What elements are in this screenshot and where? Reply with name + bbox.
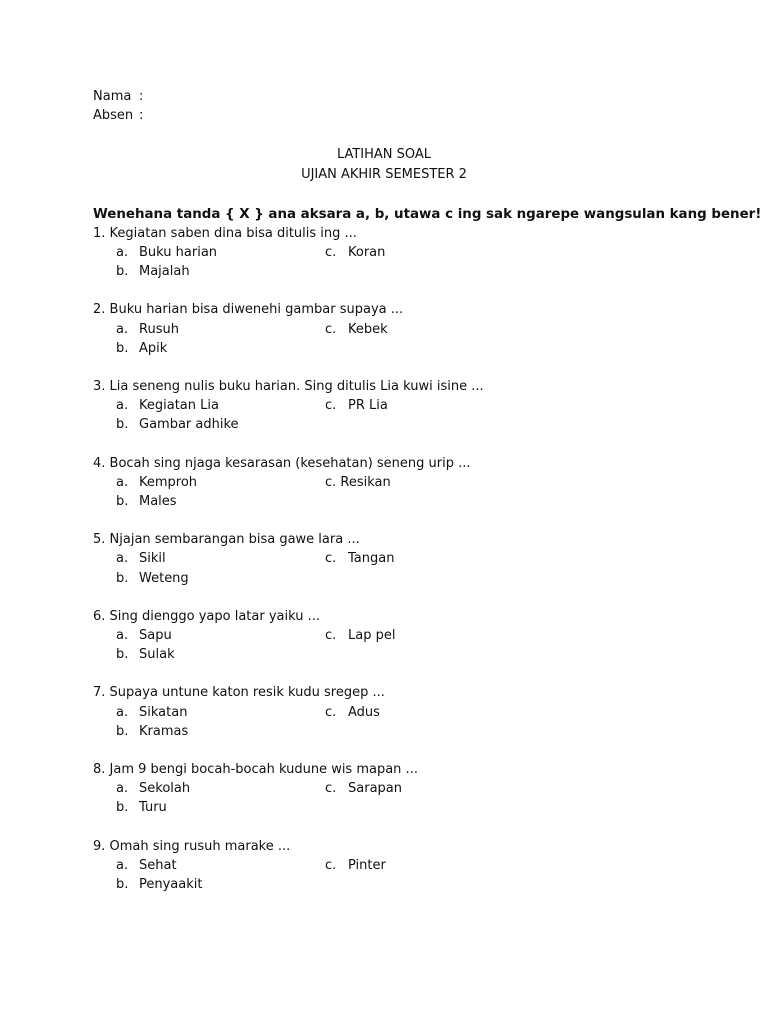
option-c-text: Tangan	[348, 551, 395, 567]
question-item	[93, 377, 693, 435]
question-item	[93, 224, 693, 282]
option-c-letter: c.	[325, 704, 337, 720]
option-c	[325, 856, 386, 875]
option-b-text: Turu	[139, 800, 167, 816]
option-b-letter: b.	[116, 264, 129, 280]
option-c-letter: c.	[325, 245, 337, 261]
nama-field	[93, 87, 693, 106]
option-a-text: Sikatan	[139, 704, 188, 720]
option-c	[325, 549, 394, 568]
question-list	[93, 224, 693, 894]
nama-separator: :	[139, 89, 144, 104]
question-item	[93, 683, 693, 741]
title-line-2: UJIAN AKHIR SEMESTER 2	[301, 166, 467, 182]
instruction-text: Wenehana tanda { X } ana aksara a, b, utawa c ing sak ngarepe wangsulan kang bener!	[93, 206, 762, 222]
question-text: 1. Kegiatan saben dina bisa ditulis ing ...	[93, 225, 357, 241]
option-b-text: Gambar adhike	[139, 417, 239, 433]
question-spacer	[93, 511, 693, 530]
option-b	[116, 415, 325, 434]
option-row-ac	[93, 320, 693, 339]
option-row-ac	[93, 243, 693, 262]
option-a-letter: a.	[116, 628, 129, 644]
option-b-letter: b.	[116, 340, 129, 356]
option-b-text: Weteng	[139, 570, 189, 586]
option-a	[116, 703, 325, 722]
question-spacer	[93, 358, 693, 377]
title-line-1: LATIHAN SOAL	[336, 147, 432, 163]
option-c	[325, 320, 388, 339]
option-c-text: PR Lia	[348, 398, 388, 414]
question-spacer	[93, 818, 693, 837]
option-row-b	[93, 492, 693, 511]
option-a-letter: a.	[116, 245, 129, 261]
option-b-letter: b.	[116, 800, 129, 816]
question-text: 8. Jam 9 bengi bocah-bocah kudune wis mapan ...	[93, 762, 418, 778]
option-c	[325, 473, 391, 492]
option-a	[116, 243, 325, 262]
option-c-letter: c.	[325, 398, 337, 414]
option-a-letter: a.	[116, 857, 129, 873]
option-b	[116, 722, 325, 741]
option-a	[116, 779, 325, 798]
option-a	[116, 473, 325, 492]
option-b-letter: b.	[116, 570, 129, 586]
question-text: 2. Buku harian bisa diwenehi gambar supaya ...	[93, 302, 404, 318]
question-item	[93, 530, 693, 588]
option-row-b	[93, 875, 693, 894]
option-row-ac	[93, 856, 693, 875]
option-b-text: Apik	[139, 340, 168, 356]
option-b	[116, 262, 325, 281]
option-c	[325, 703, 380, 722]
option-c-text: Kebek	[348, 321, 388, 337]
option-a	[116, 626, 325, 645]
option-a-text: Sekolah	[139, 781, 191, 797]
option-row-b	[93, 798, 693, 817]
nama-label: Nama	[93, 89, 132, 104]
option-a	[116, 856, 325, 875]
option-a-text: Buku harian	[139, 245, 218, 261]
option-c-letter: c.	[325, 551, 337, 567]
option-row-ac	[93, 703, 693, 722]
question-text: 9. Omah sing rusuh marake ...	[93, 838, 291, 854]
option-c	[325, 779, 402, 798]
option-b-text: Males	[139, 494, 177, 510]
option-row-b	[93, 569, 693, 588]
option-row-b	[93, 645, 693, 664]
option-a-text: Sikil	[139, 551, 166, 567]
option-a	[116, 320, 325, 339]
question-item	[93, 454, 693, 512]
question-spacer	[93, 435, 693, 454]
question-text: 6. Sing dienggo yapo latar yaiku ...	[93, 608, 320, 624]
question-item	[93, 607, 693, 665]
option-c-text: Adus	[348, 704, 380, 720]
option-b-text: Sulak	[139, 647, 175, 663]
option-a-text: Kegiatan Lia	[139, 398, 219, 414]
question-spacer	[93, 664, 693, 683]
option-c-letter: c.	[325, 857, 337, 873]
option-c	[325, 396, 388, 415]
option-row-b	[93, 339, 693, 358]
option-a-text: Sapu	[139, 628, 172, 644]
option-row-ac	[93, 549, 693, 568]
option-c-text: c. Resikan	[325, 474, 391, 490]
document-page	[93, 87, 762, 894]
option-b-letter: b.	[116, 417, 129, 433]
option-b	[116, 645, 325, 664]
option-a-letter: a.	[116, 398, 129, 414]
option-b-letter: b.	[116, 877, 129, 893]
absen-label: Absen	[93, 108, 134, 124]
option-b	[116, 875, 325, 894]
option-a-letter: a.	[116, 781, 129, 797]
option-b	[116, 798, 325, 817]
question-text: 4. Bocah sing njaga kesarasan (kesehatan) seneng urip ...	[93, 455, 471, 471]
option-row-ac	[93, 779, 693, 798]
option-c-text: Lap pel	[348, 628, 396, 644]
absen-field	[93, 106, 693, 125]
option-c-text: Koran	[348, 245, 386, 261]
option-b-letter: b.	[116, 647, 129, 663]
option-a	[116, 396, 325, 415]
option-b	[116, 492, 325, 511]
option-b-letter: b.	[116, 494, 129, 510]
question-item	[93, 300, 693, 358]
option-c-letter: c.	[325, 321, 337, 337]
option-a-letter: a.	[116, 551, 129, 567]
option-row-b	[93, 415, 693, 434]
option-b-text: Majalah	[139, 264, 190, 280]
question-text: 7. Supaya untune katon resik kudu sregep ...	[93, 685, 385, 701]
option-row-ac	[93, 473, 693, 492]
option-c-text: Sarapan	[348, 781, 402, 797]
option-c	[325, 243, 385, 262]
option-a-letter: a.	[116, 704, 129, 720]
question-text: 5. Njajan sembarangan bisa gawe lara ...	[93, 532, 360, 548]
option-a-text: Kemproh	[139, 474, 198, 490]
question-spacer	[93, 281, 693, 300]
option-a-letter: a.	[116, 474, 129, 490]
option-row-ac	[93, 626, 693, 645]
option-c	[325, 626, 395, 645]
option-row-b	[93, 722, 693, 741]
question-item	[93, 760, 693, 818]
option-a-text: Sehat	[139, 857, 177, 873]
option-c-letter: c.	[325, 781, 337, 797]
question-item	[93, 837, 693, 895]
option-b-text: Penyaakit	[139, 877, 203, 893]
option-a-letter: a.	[116, 321, 129, 337]
option-c-letter: c.	[325, 628, 337, 644]
option-a-text: Rusuh	[139, 321, 179, 337]
option-b-text: Kramas	[139, 723, 189, 739]
question-text: 3. Lia seneng nulis buku harian. Sing ditulis Lia kuwi isine ...	[93, 379, 484, 395]
option-row-ac	[93, 396, 693, 415]
option-c-text: Pinter	[348, 857, 386, 873]
question-spacer	[93, 741, 693, 760]
option-row-b	[93, 262, 693, 281]
question-spacer	[93, 588, 693, 607]
absen-separator: :	[139, 108, 144, 124]
option-a	[116, 549, 325, 568]
option-b	[116, 569, 325, 588]
option-b	[116, 339, 325, 358]
option-b-letter: b.	[116, 723, 129, 739]
